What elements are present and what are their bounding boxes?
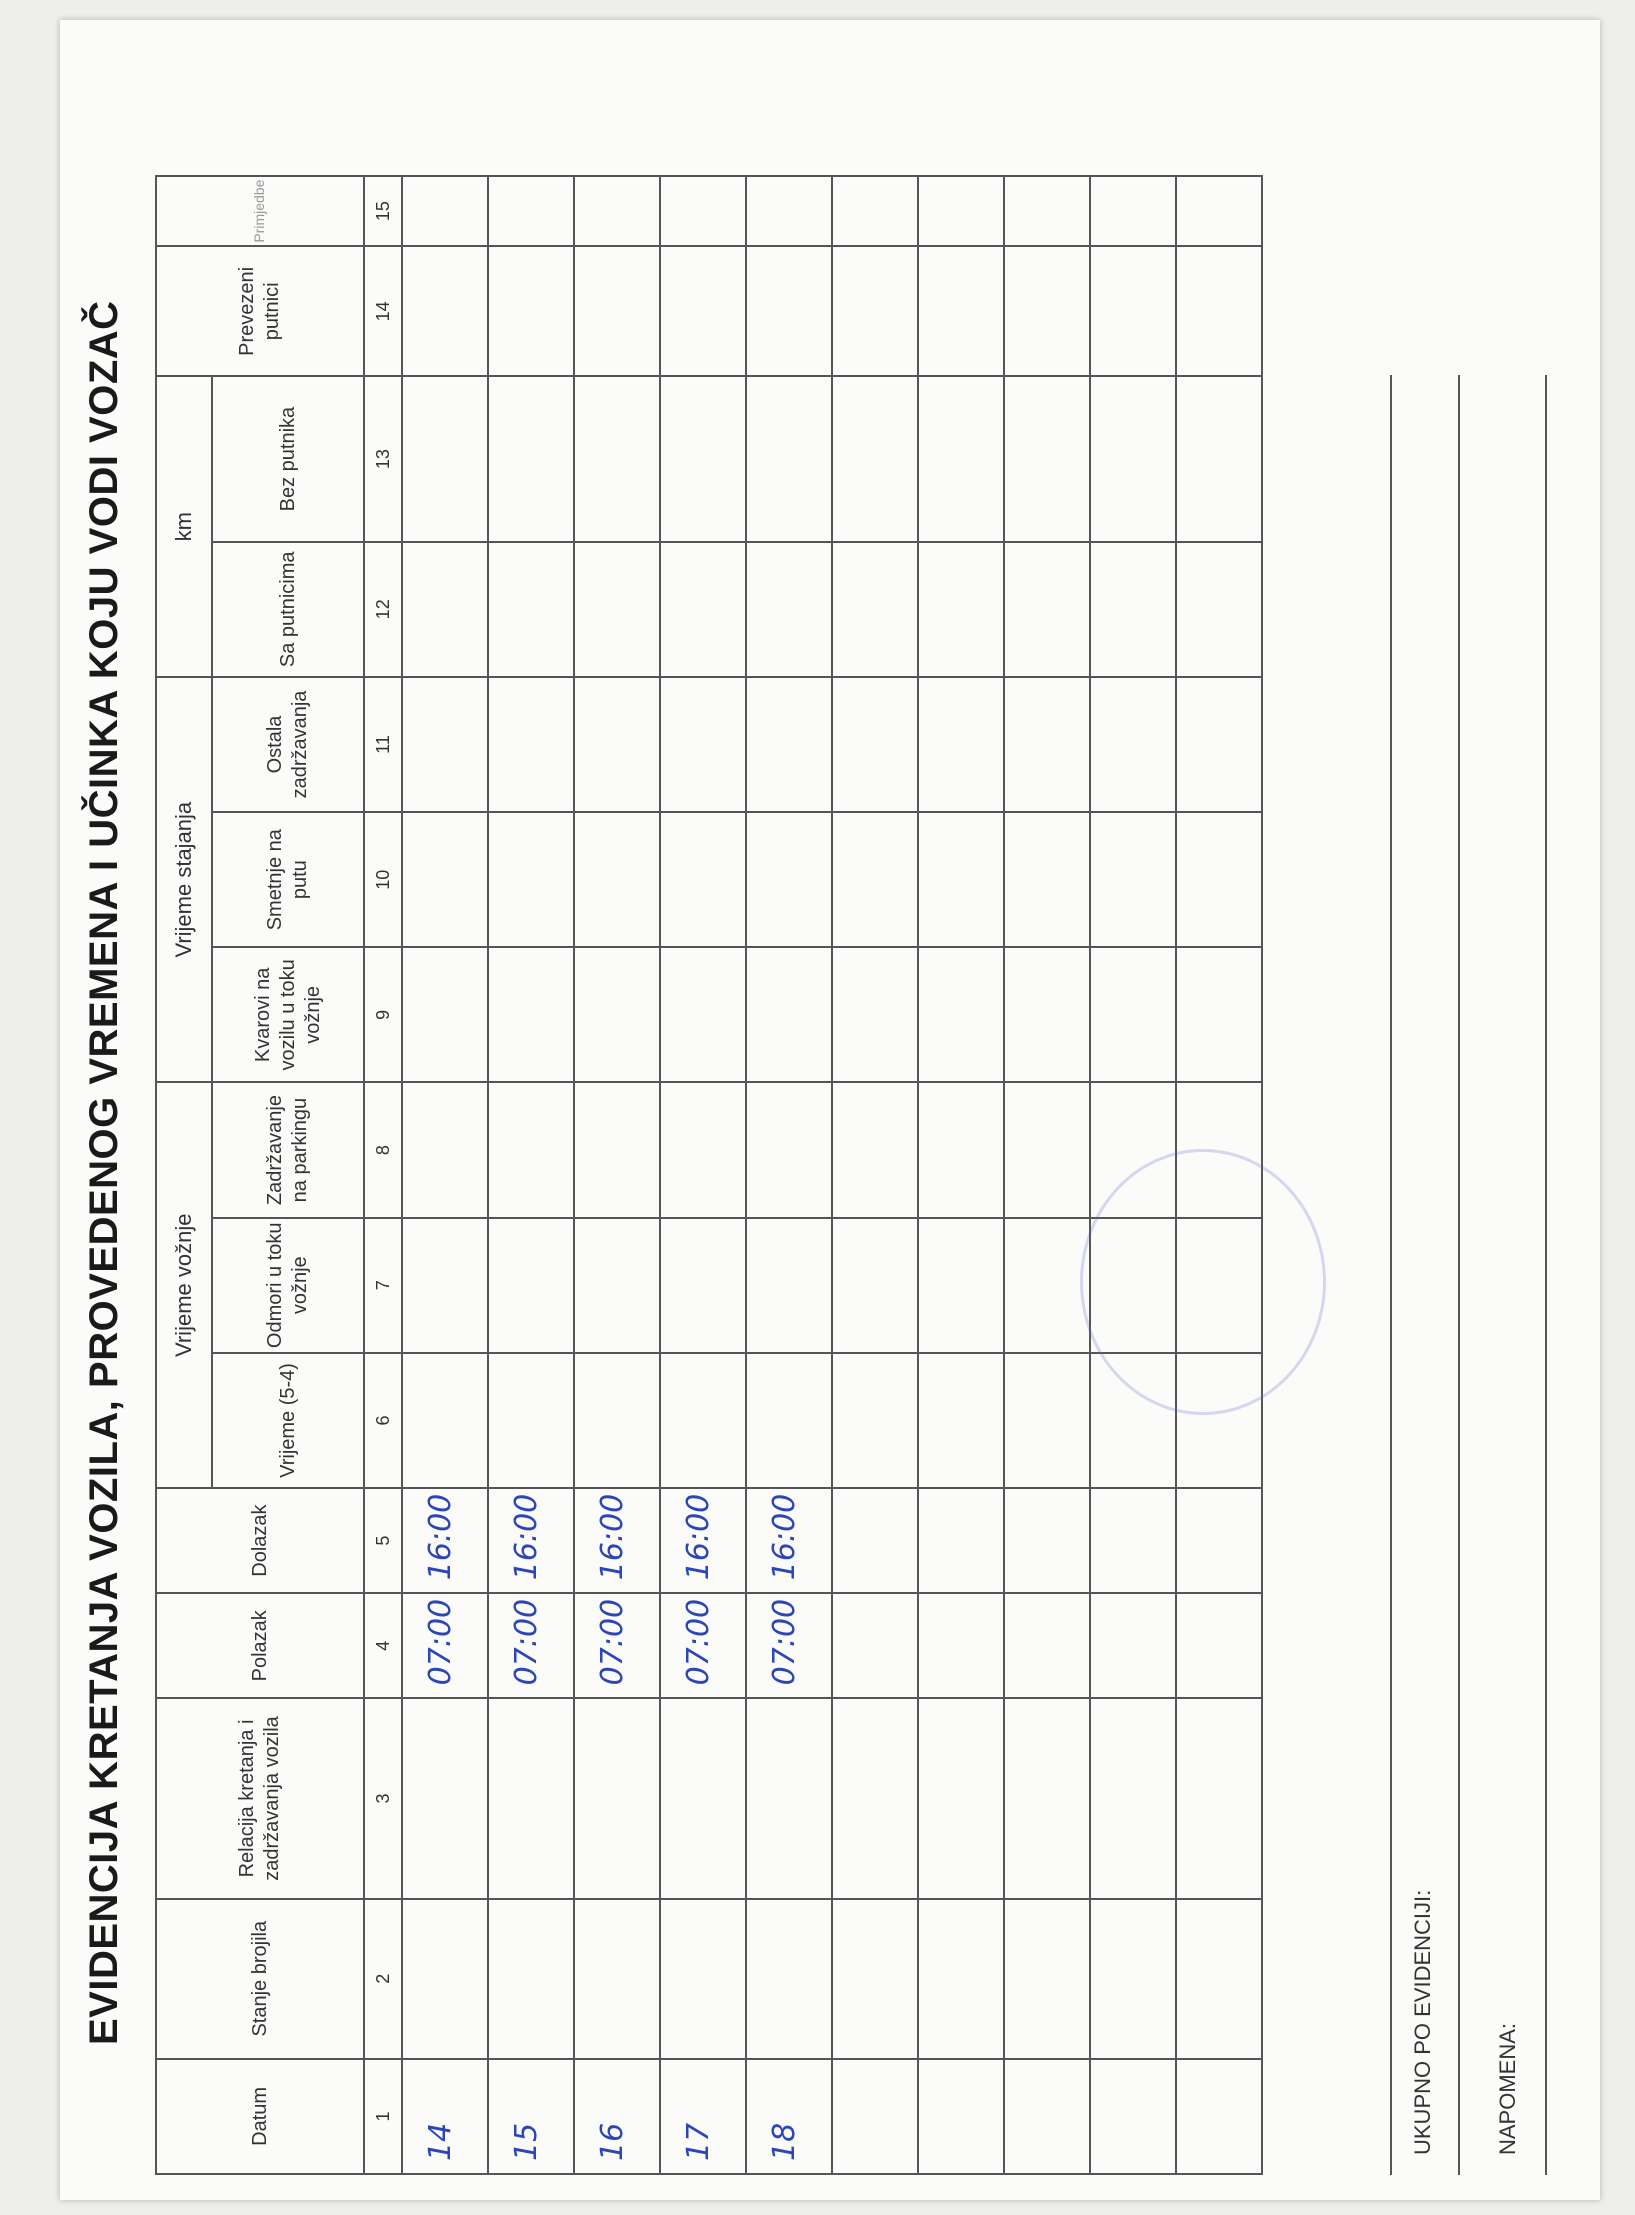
table-cell[interactable] bbox=[488, 812, 574, 947]
table-cell[interactable] bbox=[488, 947, 574, 1082]
table-cell[interactable] bbox=[918, 2059, 1004, 2174]
col-number-6: 6 bbox=[364, 1353, 402, 1488]
table-cell[interactable] bbox=[1004, 947, 1090, 1082]
table-cell[interactable] bbox=[574, 947, 660, 1082]
table-cell[interactable] bbox=[918, 1899, 1004, 2059]
table-cell[interactable] bbox=[574, 1218, 660, 1353]
table-cell[interactable] bbox=[1176, 947, 1262, 1082]
table-cell[interactable] bbox=[1004, 677, 1090, 812]
col-header-6: Vrijeme (5-4) bbox=[212, 1353, 364, 1488]
ukupno-label: UKUPNO PO EVIDENCIJI: bbox=[1410, 1889, 1435, 2155]
table-row bbox=[574, 176, 660, 2174]
col-header-8: Zadržavanje na parkingu bbox=[212, 1082, 364, 1217]
table-row bbox=[746, 176, 832, 2174]
table-cell[interactable] bbox=[832, 1698, 918, 1898]
table-cell[interactable] bbox=[1090, 1593, 1176, 1698]
table-cell[interactable] bbox=[1004, 1353, 1090, 1488]
table-cell[interactable] bbox=[660, 1218, 746, 1353]
table-cell[interactable] bbox=[832, 947, 918, 1082]
table-cell[interactable] bbox=[574, 2059, 660, 2174]
table-cell[interactable] bbox=[832, 542, 918, 677]
table-cell[interactable] bbox=[918, 176, 1004, 246]
table-cell[interactable] bbox=[660, 1593, 746, 1698]
col-header-13: Bez putnika bbox=[212, 376, 364, 541]
dolazak-value: 16:00 bbox=[509, 1493, 544, 1581]
col-number-1: 1 bbox=[364, 2059, 402, 2174]
col-number-5: 5 bbox=[364, 1488, 402, 1593]
col-header-12: Sa putnicima bbox=[212, 542, 364, 677]
table-cell[interactable] bbox=[832, 246, 918, 376]
polazak-value: 07:00 bbox=[767, 1598, 802, 1686]
table-cell[interactable] bbox=[832, 2059, 918, 2174]
table-cell[interactable] bbox=[1176, 812, 1262, 947]
table-cell[interactable] bbox=[402, 176, 488, 246]
col-number-8: 8 bbox=[364, 1082, 402, 1217]
table-cell[interactable] bbox=[1004, 1082, 1090, 1217]
table-cell[interactable] bbox=[488, 1218, 574, 1353]
table-cell[interactable] bbox=[918, 1593, 1004, 1698]
col-number-13: 13 bbox=[364, 376, 402, 541]
table-cell[interactable] bbox=[832, 1353, 918, 1488]
table-cell[interactable] bbox=[1176, 542, 1262, 677]
napomena-label: NAPOMENA: bbox=[1495, 2022, 1520, 2155]
table-cell[interactable] bbox=[918, 376, 1004, 541]
group-vrijeme-voznje: Vrijeme vožnje bbox=[156, 1082, 212, 1488]
col-number-10: 10 bbox=[364, 812, 402, 947]
table-cell[interactable] bbox=[660, 1488, 746, 1593]
table-cell[interactable] bbox=[660, 1353, 746, 1488]
table-cell[interactable] bbox=[746, 812, 832, 947]
table-cell[interactable] bbox=[402, 542, 488, 677]
table-cell[interactable] bbox=[1176, 176, 1262, 246]
table-cell[interactable] bbox=[1090, 1488, 1176, 1593]
table-cell[interactable] bbox=[746, 246, 832, 376]
col-number-11: 11 bbox=[364, 677, 402, 812]
table-cell[interactable] bbox=[746, 542, 832, 677]
table-cell[interactable] bbox=[488, 542, 574, 677]
dolazak-value: 16:00 bbox=[423, 1493, 458, 1581]
table-cell[interactable] bbox=[574, 812, 660, 947]
col-header-14: Prevezeni putnici bbox=[156, 246, 364, 376]
table-cell[interactable] bbox=[402, 677, 488, 812]
table-cell[interactable] bbox=[832, 1899, 918, 2059]
table-cell[interactable] bbox=[918, 1488, 1004, 1593]
table-cell[interactable] bbox=[832, 812, 918, 947]
table-cell[interactable] bbox=[1090, 947, 1176, 1082]
table-cell[interactable] bbox=[1004, 376, 1090, 541]
table-cell[interactable] bbox=[832, 677, 918, 812]
col-number-9: 9 bbox=[364, 947, 402, 1082]
column-number-row bbox=[364, 176, 402, 2174]
table-cell[interactable] bbox=[1176, 2059, 1262, 2174]
dolazak-value: 16:00 bbox=[595, 1493, 630, 1581]
group-header-row bbox=[156, 176, 212, 2174]
table-cell[interactable] bbox=[1004, 1218, 1090, 1353]
table-cell[interactable] bbox=[1004, 246, 1090, 376]
table-row bbox=[918, 176, 1004, 2174]
col-header-4: Polazak bbox=[156, 1593, 364, 1698]
table-row bbox=[660, 176, 746, 2174]
table-cell[interactable] bbox=[402, 246, 488, 376]
table-cell[interactable] bbox=[1090, 677, 1176, 812]
table-row bbox=[488, 176, 574, 2174]
table-cell[interactable] bbox=[746, 1082, 832, 1217]
table-cell[interactable] bbox=[832, 176, 918, 246]
summary-area bbox=[1390, 375, 1570, 2175]
table-cell[interactable] bbox=[402, 1593, 488, 1698]
table-cell[interactable] bbox=[660, 1899, 746, 2059]
polazak-value: 07:00 bbox=[509, 1598, 544, 1686]
table-cell[interactable] bbox=[574, 176, 660, 246]
table-cell[interactable] bbox=[660, 376, 746, 541]
table-cell[interactable] bbox=[402, 2059, 488, 2174]
table-cell[interactable] bbox=[1176, 677, 1262, 812]
col-header-3: Relacija kretanja i zadržavanja vozila bbox=[156, 1698, 364, 1898]
table-cell[interactable] bbox=[660, 176, 746, 246]
group-vrijeme-stajanja: Vrijeme stajanja bbox=[156, 677, 212, 1083]
table-cell[interactable] bbox=[402, 1353, 488, 1488]
table-cell[interactable] bbox=[660, 947, 746, 1082]
table-cell[interactable] bbox=[1004, 1593, 1090, 1698]
table-cell[interactable] bbox=[918, 812, 1004, 947]
col-number-4: 4 bbox=[364, 1593, 402, 1698]
table-cell[interactable] bbox=[402, 812, 488, 947]
table-cell[interactable] bbox=[1090, 246, 1176, 376]
table-cell[interactable] bbox=[918, 947, 1004, 1082]
col-number-2: 2 bbox=[364, 1899, 402, 2059]
datum-value: 17 bbox=[681, 2122, 716, 2161]
table-cell[interactable] bbox=[574, 376, 660, 541]
table-cell[interactable] bbox=[660, 677, 746, 812]
polazak-value: 07:00 bbox=[595, 1598, 630, 1686]
table-cell[interactable] bbox=[574, 677, 660, 812]
rotated-form bbox=[70, 35, 1590, 2195]
table-cell[interactable] bbox=[1004, 1899, 1090, 2059]
table-cell[interactable] bbox=[1004, 176, 1090, 246]
polazak-value: 07:00 bbox=[423, 1598, 458, 1686]
table-cell[interactable] bbox=[402, 376, 488, 541]
table-cell[interactable] bbox=[574, 542, 660, 677]
col-header-10: Smetnje na putu bbox=[212, 812, 364, 947]
table-cell[interactable] bbox=[746, 376, 832, 541]
table-cell[interactable] bbox=[488, 677, 574, 812]
table-cell[interactable] bbox=[402, 1488, 488, 1593]
table-cell[interactable] bbox=[402, 1218, 488, 1353]
table-row bbox=[1004, 176, 1090, 2174]
table-cell[interactable] bbox=[1004, 2059, 1090, 2174]
col-header-11: Ostala zadržavanja bbox=[212, 677, 364, 812]
summary-bottom-rule bbox=[1545, 375, 1547, 2175]
datum-value: 14 bbox=[423, 2122, 458, 2161]
dolazak-value: 16:00 bbox=[767, 1493, 802, 1581]
col-number-3: 3 bbox=[364, 1698, 402, 1898]
table-cell[interactable] bbox=[660, 2059, 746, 2174]
table-cell[interactable] bbox=[1176, 376, 1262, 541]
col-header-1: Datum bbox=[156, 2059, 364, 2174]
faded-stamp bbox=[1080, 1149, 1326, 1415]
col-header-7: Odmori u toku vožnje bbox=[212, 1218, 364, 1353]
table-cell[interactable] bbox=[488, 246, 574, 376]
table-cell[interactable] bbox=[918, 1218, 1004, 1353]
log-table bbox=[155, 175, 1263, 2175]
table-cell[interactable] bbox=[918, 1353, 1004, 1488]
table-cell[interactable] bbox=[574, 1593, 660, 1698]
table-cell[interactable] bbox=[402, 1082, 488, 1217]
table-cell[interactable] bbox=[488, 1593, 574, 1698]
table-cell[interactable] bbox=[918, 542, 1004, 677]
table-cell[interactable] bbox=[660, 812, 746, 947]
table-cell[interactable] bbox=[918, 1698, 1004, 1898]
table-cell[interactable] bbox=[918, 1082, 1004, 1217]
col-number-15: 15 bbox=[364, 176, 402, 246]
table-cell[interactable] bbox=[660, 1698, 746, 1898]
table-cell[interactable] bbox=[1090, 376, 1176, 541]
polazak-value: 07:00 bbox=[681, 1598, 716, 1686]
table-cell[interactable] bbox=[832, 1082, 918, 1217]
table-cell[interactable] bbox=[746, 2059, 832, 2174]
summary-middle-rule bbox=[1458, 375, 1460, 2175]
group-km: km bbox=[156, 376, 212, 676]
table-cell[interactable] bbox=[1176, 1899, 1262, 2059]
table-cell[interactable] bbox=[574, 1353, 660, 1488]
table-cell[interactable] bbox=[746, 677, 832, 812]
table-cell[interactable] bbox=[1176, 246, 1262, 376]
table-row bbox=[402, 176, 488, 2174]
datum-value: 16 bbox=[595, 2122, 630, 2161]
table-cell[interactable] bbox=[660, 1082, 746, 1217]
table-cell[interactable] bbox=[1176, 1488, 1262, 1593]
table-cell[interactable] bbox=[1176, 1698, 1262, 1898]
col-header-5: Dolazak bbox=[156, 1488, 364, 1593]
table-cell[interactable] bbox=[488, 2059, 574, 2174]
table-cell[interactable] bbox=[918, 677, 1004, 812]
table-cell[interactable] bbox=[402, 1698, 488, 1898]
table-cell[interactable] bbox=[574, 1082, 660, 1217]
table-cell[interactable] bbox=[746, 1353, 832, 1488]
table-cell[interactable] bbox=[488, 176, 574, 246]
form-title: EVIDENCIJA KRETANJA VOZILA, PROVEDENOG VREMENA I UČINKA KOJU VODI VOZAČ bbox=[82, 300, 126, 2045]
dolazak-value: 16:00 bbox=[681, 1493, 716, 1581]
table-cell[interactable] bbox=[1176, 1593, 1262, 1698]
table-cell[interactable] bbox=[402, 947, 488, 1082]
table-cell[interactable] bbox=[1090, 542, 1176, 677]
table-cell[interactable] bbox=[746, 947, 832, 1082]
table-row bbox=[832, 176, 918, 2174]
table-cell[interactable] bbox=[832, 1218, 918, 1353]
table-cell[interactable] bbox=[402, 1899, 488, 2059]
table-cell[interactable] bbox=[660, 246, 746, 376]
table-cell[interactable] bbox=[746, 176, 832, 246]
table-cell[interactable] bbox=[832, 376, 918, 541]
table-cell[interactable] bbox=[488, 1353, 574, 1488]
table-cell[interactable] bbox=[746, 1593, 832, 1698]
table-cell[interactable] bbox=[488, 376, 574, 541]
table-cell[interactable] bbox=[574, 1899, 660, 2059]
col-number-12: 12 bbox=[364, 542, 402, 677]
table-cell[interactable] bbox=[660, 542, 746, 677]
table-cell[interactable] bbox=[746, 1698, 832, 1898]
table-cell[interactable] bbox=[574, 1698, 660, 1898]
table-cell[interactable] bbox=[1004, 542, 1090, 677]
table-cell[interactable] bbox=[1090, 812, 1176, 947]
form-sheet bbox=[60, 20, 1600, 2200]
table-cell[interactable] bbox=[1004, 812, 1090, 947]
col-header-2: Stanje brojila bbox=[156, 1899, 364, 2059]
table-cell[interactable] bbox=[1090, 1698, 1176, 1898]
table-cell[interactable] bbox=[488, 1082, 574, 1217]
summary-top-rule bbox=[1390, 375, 1392, 2175]
table-cell[interactable] bbox=[746, 1488, 832, 1593]
table-cell[interactable] bbox=[574, 246, 660, 376]
table-cell[interactable] bbox=[1004, 1698, 1090, 1898]
table-cell[interactable] bbox=[1004, 1488, 1090, 1593]
table-cell[interactable] bbox=[488, 1899, 574, 2059]
table-cell[interactable] bbox=[488, 1488, 574, 1593]
col-number-7: 7 bbox=[364, 1218, 402, 1353]
table-cell[interactable] bbox=[1090, 176, 1176, 246]
table-cell[interactable] bbox=[832, 1488, 918, 1593]
table-cell[interactable] bbox=[918, 246, 1004, 376]
table-cell[interactable] bbox=[574, 1488, 660, 1593]
table-cell[interactable] bbox=[832, 1593, 918, 1698]
table-cell[interactable] bbox=[746, 1218, 832, 1353]
table-cell[interactable] bbox=[1090, 1899, 1176, 2059]
table-cell[interactable] bbox=[1090, 2059, 1176, 2174]
col-header-9: Kvarovi na vozilu u toku vožnje bbox=[212, 947, 364, 1082]
col-header-15: Primjedbe bbox=[156, 176, 364, 246]
table-cell[interactable] bbox=[746, 1899, 832, 2059]
datum-value: 18 bbox=[767, 2122, 802, 2161]
table-cell[interactable] bbox=[488, 1698, 574, 1898]
datum-value: 15 bbox=[509, 2122, 544, 2161]
col-number-14: 14 bbox=[364, 246, 402, 376]
